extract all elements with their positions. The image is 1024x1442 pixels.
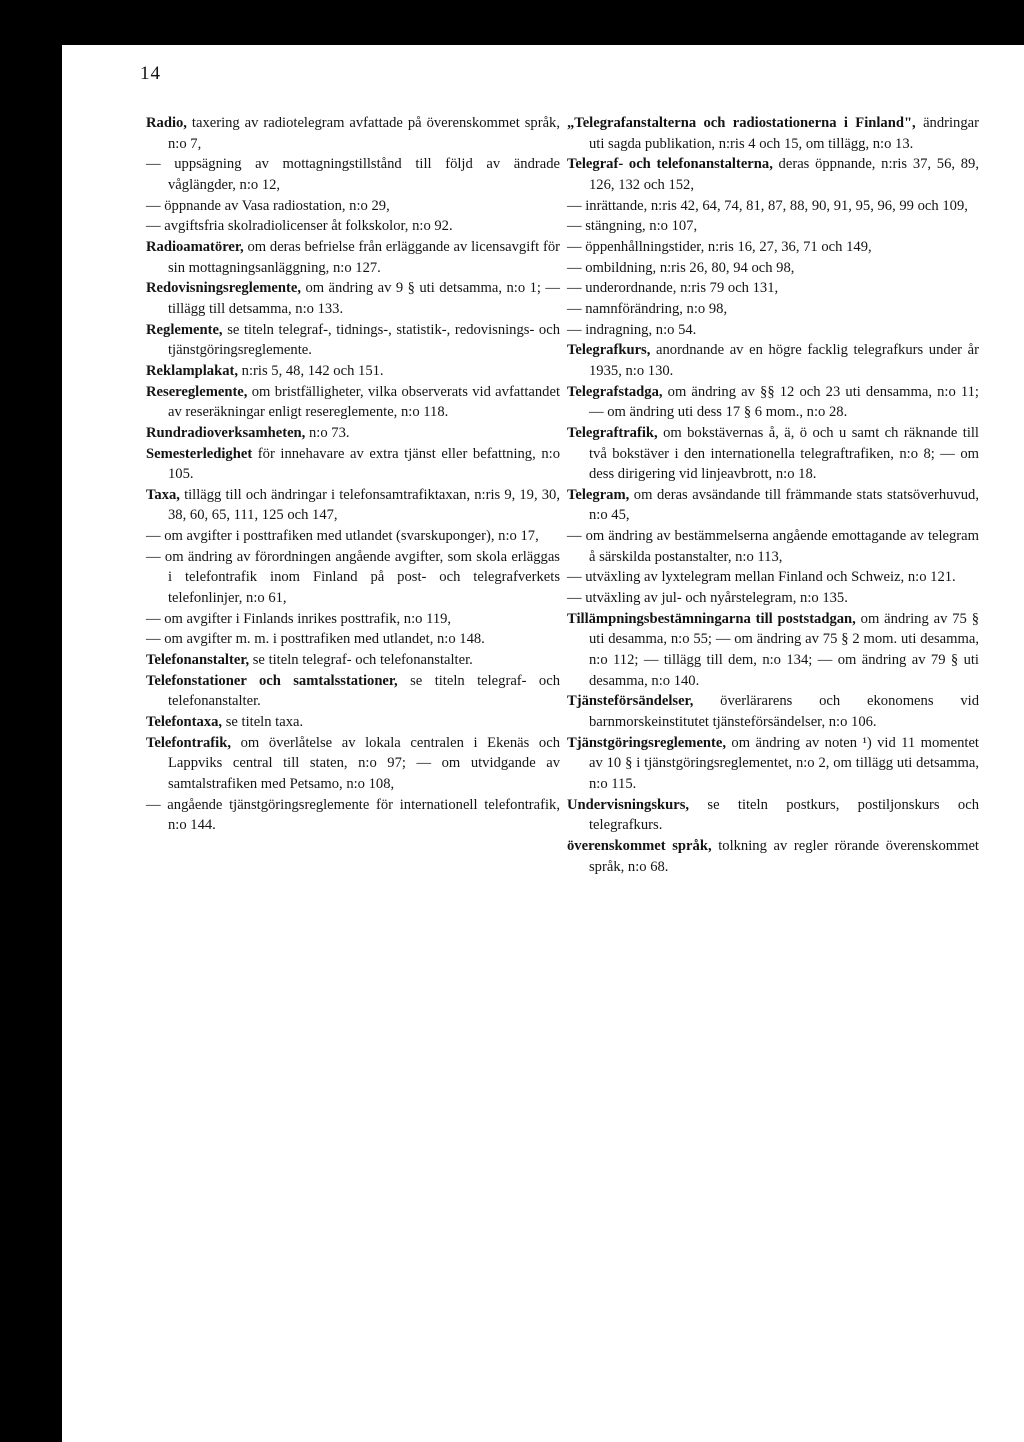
index-entry [146, 113, 560, 154]
entry-keyword: Tjänsteförsändelser, [567, 693, 694, 710]
index-entry [567, 258, 979, 279]
entry-keyword: Radioamatörer, [146, 238, 244, 255]
index-entry [567, 567, 979, 588]
index-entry [567, 299, 979, 320]
entry-text: om ändring av 9 § uti detsamma, n:o 1; — tillägg till detsamma, n:o 133. [168, 280, 560, 317]
index-entry [567, 278, 979, 299]
index-entry [567, 340, 979, 381]
index-entry [567, 485, 979, 526]
entry-keyword: Resereglemente, [146, 383, 248, 400]
entry-keyword: Telefonstationer och samtalsstationer, [146, 672, 398, 689]
index-entry [567, 609, 979, 692]
index-entry [146, 650, 560, 671]
entry-text: — inrättande, n:ris 42, 64, 74, 81, 87, 88, 90, 91, 95, 96, 99 och 109, [567, 197, 968, 214]
index-entry [146, 320, 560, 361]
entry-text: om deras avsändande till främmande stats statsöverhuvud, n:o 45, [589, 486, 979, 524]
index-entry [146, 485, 560, 526]
entry-text: — underordnande, n:ris 79 och 131, [567, 280, 779, 297]
index-entry [146, 444, 560, 485]
entry-text: se titeln telegraf- och telefonanstalter. [168, 672, 560, 710]
entry-keyword: Telegrafkurs, [567, 342, 651, 359]
entry-text: — öppenhållningstider, n:ris 16, 27, 36, 71 och 149, [567, 238, 872, 255]
index-entry [567, 216, 979, 237]
entry-text: anordnande av en högre facklig telegrafkurs under år 1935, n:o 130. [589, 342, 979, 379]
entry-text: ändringar uti sagda publikation, n:ris 4 och 15, om tillägg, n:o 13. [589, 115, 979, 152]
entry-text: — om avgifter m. m. i posttrafiken med utlandet, n:o 148. [146, 631, 485, 648]
entry-text: — indragning, n:o 54. [567, 321, 697, 338]
entry-text: — om avgifter i posttrafiken med utlandet (svarskuponger), n:o 17, [146, 528, 539, 545]
entry-keyword: Redovisningsreglemente, [146, 280, 301, 297]
index-entry [567, 196, 979, 217]
entry-keyword: „Telegrafanstalterna och radiostationerna i Finland", [567, 115, 916, 131]
index-entry [567, 836, 979, 877]
index-entry [567, 588, 979, 609]
entry-text: — om ändring av bestämmelserna angående emottagande av telegram å särskilda postanstalter, n:o 113, [567, 528, 979, 565]
entry-text: — om ändring av förordningen angående avgifter, som skola erläggas i telefontrafik inom Finland på post- och telegrafverkets telefonlinjer, n:o 61, [146, 548, 560, 607]
index-entry [146, 382, 560, 423]
entry-text: om deras befrielse från erläggande av licensavgift för sin mottagningsanläggning, n:o 127. [168, 238, 560, 276]
index-entry [146, 278, 560, 319]
entry-text: för innehavare av extra tjänst eller befattning, n:o 105. [168, 445, 560, 483]
entry-keyword: Telefontaxa, [146, 714, 223, 731]
entry-keyword: Telegraf- och telefonanstalterna, [567, 156, 773, 173]
entry-text: taxering av radiotelegram avfattade på överenskommet språk, n:o 7, [168, 115, 560, 152]
entry-keyword: Telefontrafik, [146, 734, 231, 751]
entry-text: om överlåtelse av lokala centralen i Ekenäs och Lappviks central till staten, n:o 97; — om utvidgande av samtalstrafiken med Petsamo, n:o 108, [168, 734, 560, 792]
entry-keyword: Taxa, [146, 486, 180, 503]
entry-keyword: Telegram, [567, 486, 630, 503]
index-entry [146, 795, 560, 836]
entry-keyword: Telegrafstadga, [567, 383, 663, 400]
index-entry [146, 671, 560, 712]
index-entry [567, 382, 979, 423]
index-entry [146, 733, 560, 795]
entry-text: n:ris 5, 48, 142 och 151. [238, 362, 384, 379]
entry-keyword: Undervisningskurs, [567, 796, 690, 813]
index-entry [567, 526, 979, 567]
entry-text: deras öppnande, n:ris 37, 56, 89, 126, 132 och 152, [589, 156, 979, 193]
right-column [567, 113, 979, 877]
entry-text: n:o 73. [305, 424, 350, 441]
index-entry [567, 154, 979, 195]
index-entry [567, 733, 979, 795]
entry-text: om ändring av §§ 12 och 23 uti densamma, n:o 11; — om ändring uti dess 17 § 6 mom., n:o 28. [589, 383, 979, 421]
entry-keyword: Reklamplakat, [146, 362, 239, 379]
entry-text: se titeln taxa. [222, 714, 304, 731]
index-entry [146, 712, 560, 733]
entry-keyword: Rundradioverksamheten, [146, 424, 306, 441]
index-entry [146, 216, 560, 237]
entry-keyword: Reglemente, [146, 321, 223, 338]
entry-text: om bokstävernas å, ä, ö och u samt ch räknande till två bokstäver i den internationella telegraftrafiken, n:o 8; — om dess dirigering vid linjeavbrott, n:o 18. [589, 424, 979, 483]
entry-text: tillägg till och ändringar i telefonsamtrafiktaxan, n:ris 9, 19, 30, 38, 60, 65, 111, 125 och 147, [168, 486, 560, 524]
entry-keyword: Telefonanstalter, [146, 652, 250, 669]
entry-text: se titeln telegraf- och telefonanstalter. [249, 652, 473, 669]
index-entry [146, 629, 560, 650]
entry-text: — namnförändring, n:o 98, [567, 300, 728, 317]
entry-keyword: Radio, [146, 115, 187, 131]
entry-text: se titeln telegraf-, tidnings-, statistik-, redovisnings- och tjänstgöringsreglemente. [168, 321, 560, 359]
left-column [146, 113, 560, 836]
index-entry [567, 691, 979, 732]
entry-text: — om avgifter i Finlands inrikes posttrafik, n:o 119, [146, 610, 452, 627]
index-page [62, 45, 1024, 1442]
entry-keyword: Tillämpningsbestämningarna till poststadgan, [567, 610, 856, 627]
entry-keyword: Semesterledighet [146, 445, 253, 462]
entry-text: — stängning, n:o 107, [567, 218, 698, 235]
index-entry [146, 423, 560, 444]
entry-text: tolkning av regler rörande överenskommet språk, n:o 68. [589, 837, 979, 875]
index-entry [146, 526, 560, 547]
page-number: 14 [140, 63, 161, 84]
entry-text: — angående tjänstgöringsreglemente för internationell telefontrafik, n:o 144. [146, 796, 560, 834]
index-entry [567, 237, 979, 258]
entry-text: om bristfälligheter, vilka observerats vid avfattandet av reseräkningar enligt resereglemente, n:o 118. [168, 383, 560, 421]
index-entry [146, 609, 560, 630]
index-entry [567, 113, 979, 154]
index-entry [567, 795, 979, 836]
index-entry [146, 237, 560, 278]
entry-text: — uppsägning av mottagningstillstånd till följd av ändrade våglängder, n:o 12, [146, 156, 560, 193]
entry-text: om ändring av noten ¹) vid 11 momentet av 10 § i tjänstgöringsreglementet, n:o 2, om tillägg uti detsamma, n:o 115. [589, 734, 979, 792]
entry-keyword: överenskommet språk, [567, 837, 712, 854]
entry-text: — ombildning, n:ris 26, 80, 94 och 98, [567, 259, 795, 276]
index-entry [567, 423, 979, 485]
entry-text: om ändring av 75 § uti desamma, n:o 55; — om ändring av 75 § 2 mom. uti desamma, n:o 112; — tillägg till dem, n:o 134; — om ändring av 79 § uti desamma, n:o 140. [589, 610, 979, 689]
index-entry [146, 154, 560, 195]
entry-text: — utväxling av lyxtelegram mellan Finland och Schweiz, n:o 121. [567, 569, 956, 586]
index-entry [146, 196, 560, 217]
entry-keyword: Tjänstgöringsreglemente, [567, 734, 727, 751]
entry-text: se titeln postkurs, postiljonskurs och telegrafkurs. [589, 796, 979, 834]
index-entry [146, 547, 560, 609]
index-entry [146, 361, 560, 382]
entry-keyword: Telegraftrafik, [567, 424, 658, 441]
entry-text: — avgiftsfria skolradiolicenser åt folkskolor, n:o 92. [146, 218, 453, 235]
entry-text: överlärarens och ekonomens vid barnmorskeinstitutet tjänsteförsändelser, n:o 106. [589, 693, 979, 731]
entry-text: — öppnande av Vasa radiostation, n:o 29, [146, 197, 390, 214]
entry-text: — utväxling av jul- och nyårstelegram, n:o 135. [567, 590, 848, 607]
index-entry [567, 320, 979, 341]
